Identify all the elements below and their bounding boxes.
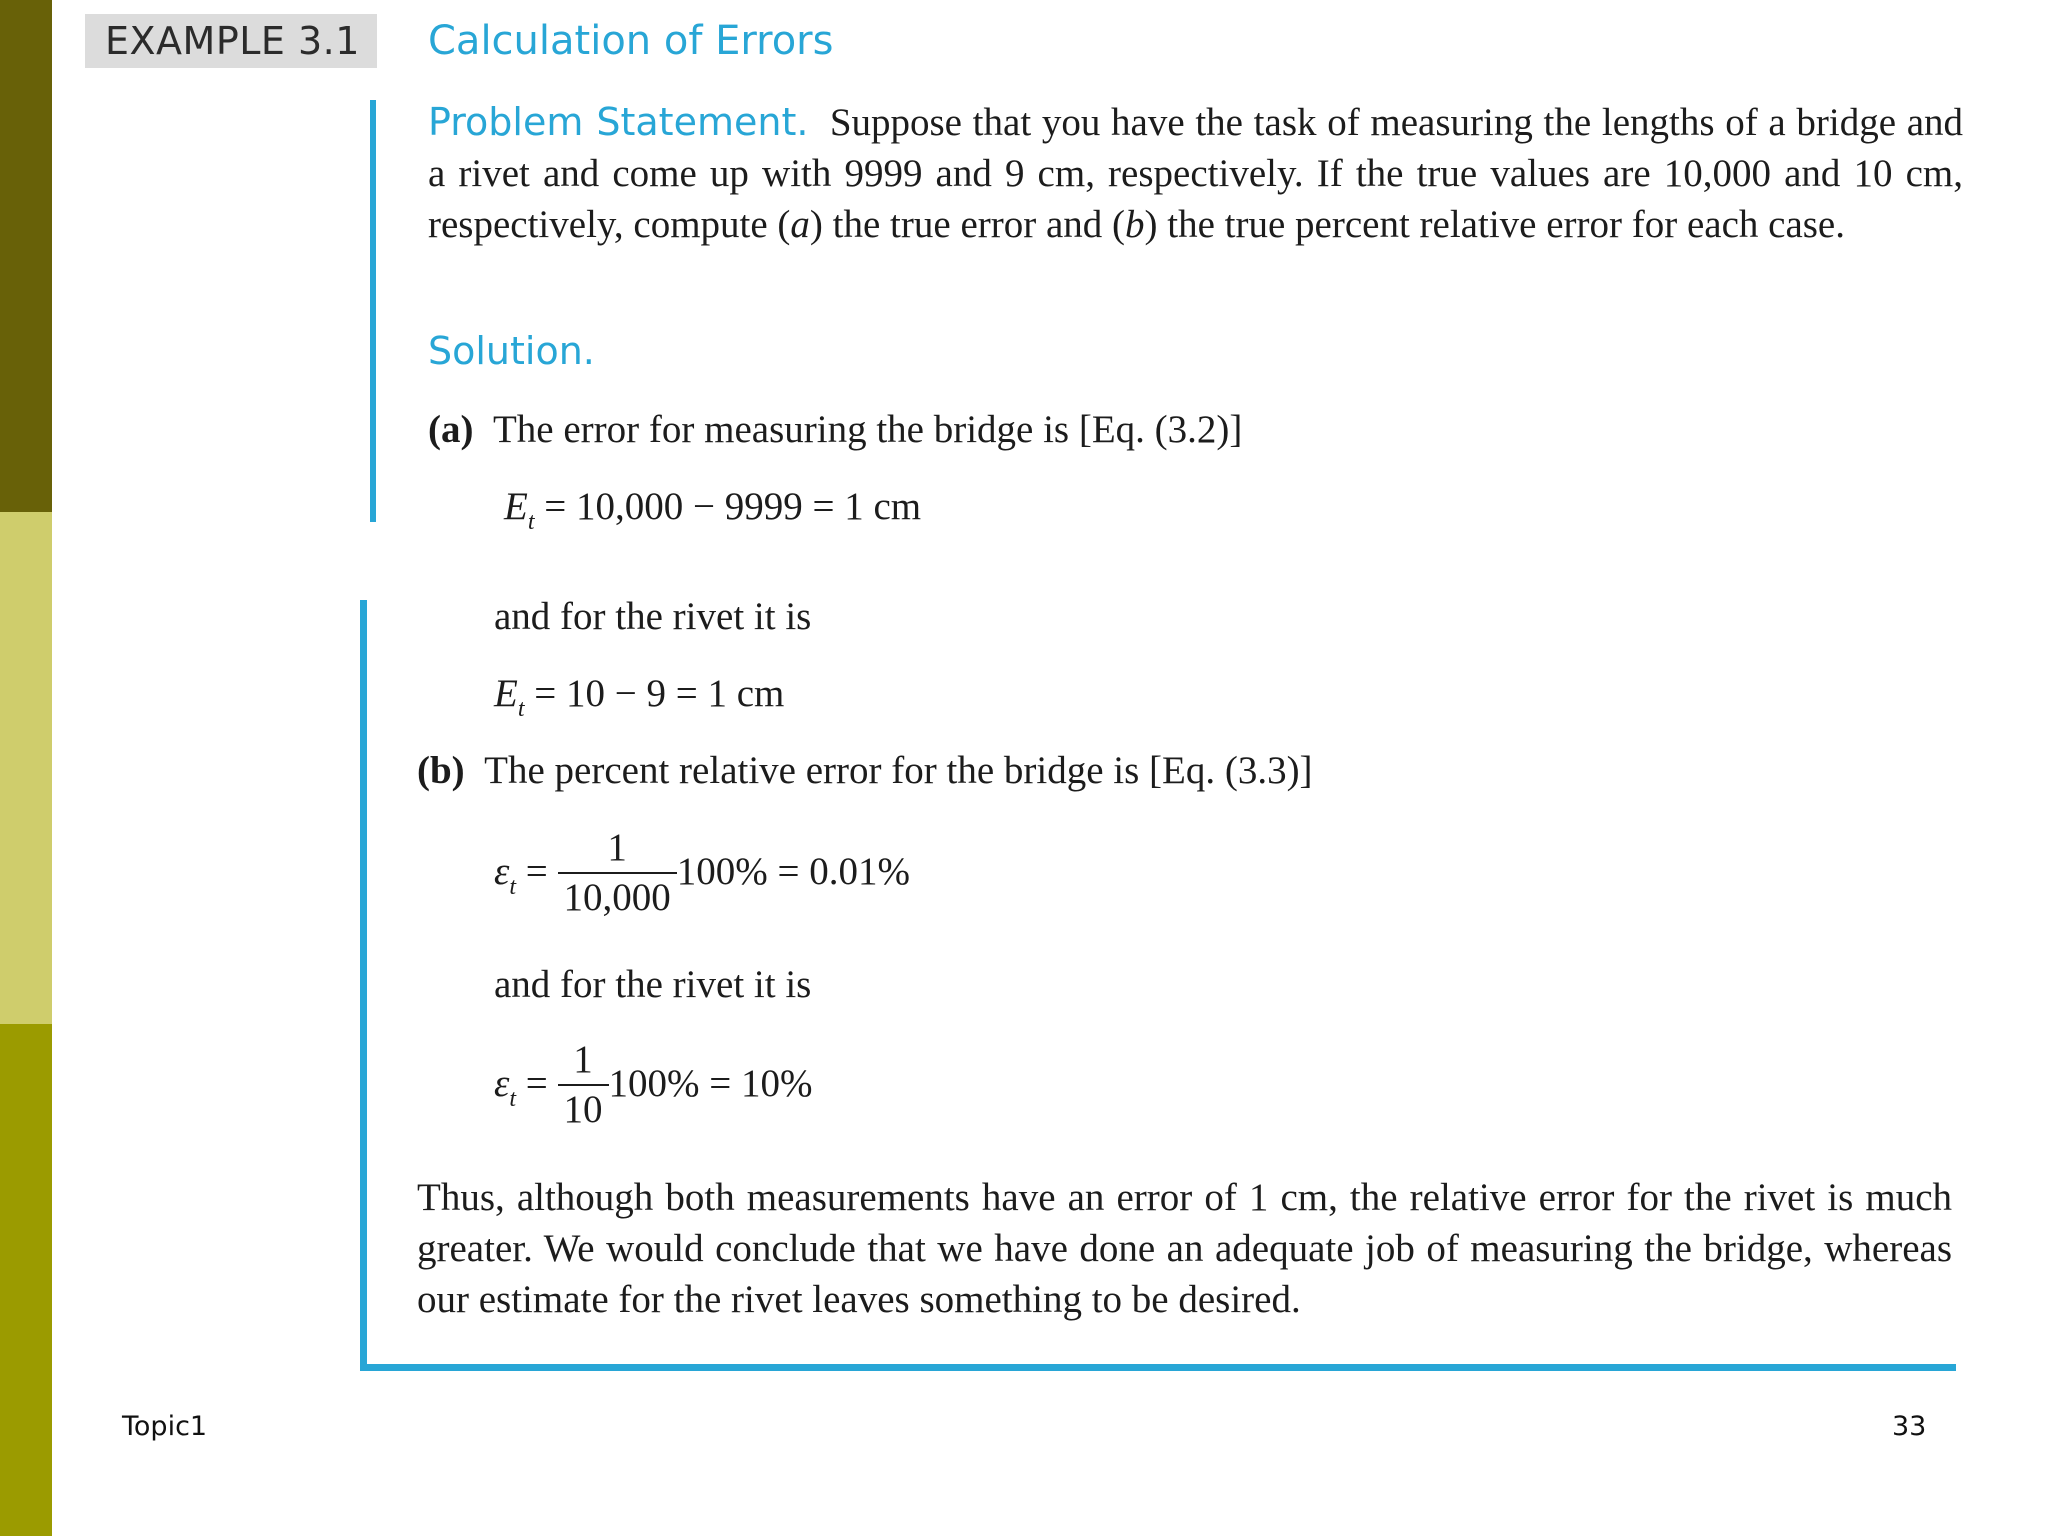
part-a-line xyxy=(428,405,1242,455)
side-band-middle xyxy=(0,512,52,1024)
part-a-rivet-intro: and for the rivet it is xyxy=(494,595,812,638)
accent-rule-vertical-bottom xyxy=(360,600,367,1370)
problem-text-3: ) the true percent relative error for each case. xyxy=(1144,203,1845,246)
part-a-text: The error for measuring the bridge is [Eq. (3.2)] xyxy=(492,408,1243,451)
problem-part-a-letter: a xyxy=(790,203,810,246)
accent-rule-horizontal xyxy=(360,1364,1956,1371)
part-b-marker: (b) xyxy=(417,749,465,792)
example-title: Calculation of Errors xyxy=(428,18,834,64)
conclusion-paragraph: Thus, although both measurements have an error of 1 cm, the relative error for the rivet is much greater. We would conclude that we have done an adequate job of measuring the bridge, whereas our estimate for the rivet leaves something to be desired. xyxy=(417,1176,1952,1321)
fraction-rivet: $\frac{1}{10}$ xyxy=(558,1036,609,1134)
part-a-equation-rivet: $E_t = 10 - 9 = 1$ cm xyxy=(494,672,785,722)
problem-part-b-letter: b xyxy=(1125,203,1145,246)
part-b-text: The percent relative error for the bridge is [Eq. (3.3)] xyxy=(484,749,1313,792)
side-band-bottom xyxy=(0,1024,52,1536)
part-a-equation-bridge: $E_t = 10,000 - 9999 = 1$ cm xyxy=(504,485,922,535)
footer-topic: Topic1 xyxy=(122,1411,208,1442)
problem-text-1: Suppose that you have the task of measuring the lengths of a bridge and a rivet and come up with 9999 and 9 cm, respectively. If the true values are 10,000 and 10 cm, respectively, compute ( xyxy=(428,101,1964,246)
page-number: 33 xyxy=(1892,1411,1927,1442)
side-band-top xyxy=(0,0,52,512)
part-a-marker: (a) xyxy=(428,408,474,451)
problem-text-2: ) the true error and ( xyxy=(809,203,1126,246)
part-b-rivet-intro: and for the rivet it is xyxy=(494,963,812,1006)
problem-heading: Problem Statement. xyxy=(428,100,809,144)
problem-statement xyxy=(428,97,1963,250)
part-b-line xyxy=(417,746,1313,796)
fraction-bridge: $\frac{1}{10,000}$ xyxy=(558,824,677,922)
solution-heading: Solution. xyxy=(428,329,595,373)
accent-rule-vertical-top xyxy=(370,100,376,522)
part-b-equation-bridge: $\varepsilon_t$ = $\frac{1}{10,000}$ 100% = 0.01% xyxy=(494,826,910,924)
part-b-equation-rivet: $\varepsilon_t$ = $\frac{1}{10}$ 100% = 10% xyxy=(494,1038,813,1136)
example-label: EXAMPLE 3.1 xyxy=(85,14,377,68)
